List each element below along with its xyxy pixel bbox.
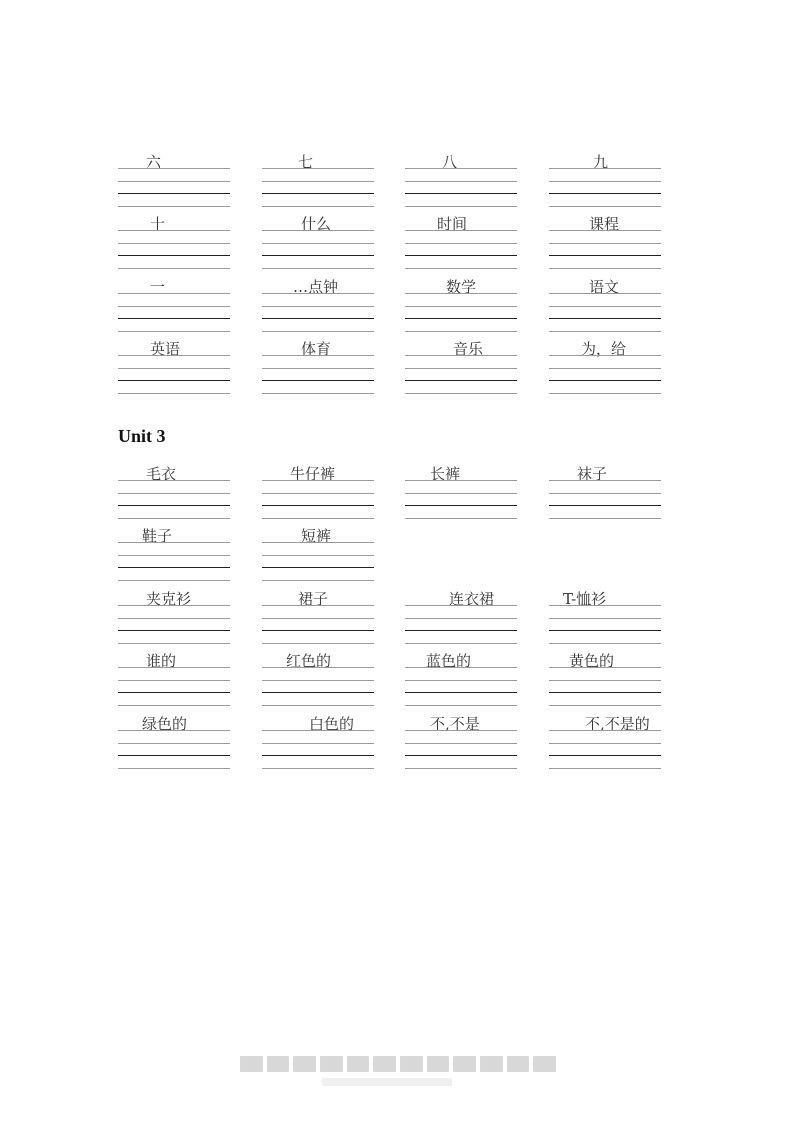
word-label: 绿色的 <box>142 715 188 733</box>
word-label: 英语 <box>150 340 181 358</box>
writing-cell <box>262 280 374 334</box>
writing-cell <box>405 467 517 521</box>
writing-cell <box>405 155 517 209</box>
writing-cell <box>405 717 517 771</box>
word-label: T-恤衫 <box>563 590 607 608</box>
writing-cell <box>549 217 661 271</box>
word-label: 八 <box>442 153 458 171</box>
word-label: 短裤 <box>301 527 332 545</box>
writing-cell <box>549 342 661 396</box>
writing-cell <box>262 717 374 771</box>
writing-cell <box>262 467 374 521</box>
word-label: 不,不是 <box>430 715 480 733</box>
word-label: 课程 <box>589 215 620 233</box>
writing-cell <box>405 342 517 396</box>
writing-cell <box>118 217 230 271</box>
writing-cell <box>118 342 230 396</box>
writing-cell <box>118 717 230 771</box>
writing-cell <box>549 467 661 521</box>
word-label: 袜子 <box>577 465 608 483</box>
writing-cell <box>262 529 374 583</box>
word-label: 音乐 <box>453 340 484 358</box>
writing-cell <box>549 717 661 771</box>
writing-cell <box>549 654 661 708</box>
word-label: 七 <box>298 153 314 171</box>
word-label: 什么 <box>301 215 332 233</box>
writing-cell <box>405 654 517 708</box>
writing-cell <box>118 529 230 583</box>
writing-cell <box>549 155 661 209</box>
word-label: 为，给 <box>581 340 627 358</box>
word-label: 长裤 <box>430 465 461 483</box>
word-label: 一 <box>150 278 166 296</box>
word-label: 黄色的 <box>569 652 615 670</box>
word-label: 连衣裙 <box>449 590 495 608</box>
word-label: 六 <box>146 153 162 171</box>
word-label: 牛仔裤 <box>290 465 336 483</box>
unit-heading: Unit 3 <box>118 426 166 446</box>
word-label: 白色的 <box>309 715 355 733</box>
word-label: 裙子 <box>298 590 329 608</box>
writing-cell <box>549 280 661 334</box>
word-label: 语文 <box>589 278 620 296</box>
word-label: 谁的 <box>146 652 177 670</box>
word-label: 夹克衫 <box>146 590 192 608</box>
blurred-footer <box>240 1056 556 1072</box>
word-label: 数学 <box>446 278 477 296</box>
writing-cell <box>262 217 374 271</box>
writing-cell <box>118 280 230 334</box>
writing-cell <box>118 654 230 708</box>
writing-cell <box>549 592 661 646</box>
word-label: …点钟 <box>293 278 339 296</box>
writing-cell <box>118 592 230 646</box>
writing-cell <box>262 342 374 396</box>
writing-cell <box>118 467 230 521</box>
word-label: 蓝色的 <box>426 652 472 670</box>
word-label: 鞋子 <box>142 527 173 545</box>
word-label: 体育 <box>301 340 332 358</box>
word-label: 十 <box>150 215 166 233</box>
writing-cell <box>405 217 517 271</box>
word-label: 毛衣 <box>146 465 177 483</box>
blurred-footer-subline <box>322 1078 452 1086</box>
word-label: 不,不是的 <box>585 715 650 733</box>
writing-cell <box>118 155 230 209</box>
writing-cell <box>262 592 374 646</box>
word-label: 九 <box>593 153 609 171</box>
writing-cell <box>262 654 374 708</box>
writing-cell <box>405 280 517 334</box>
word-label: 时间 <box>437 215 468 233</box>
word-label: 红色的 <box>286 652 332 670</box>
writing-cell <box>262 155 374 209</box>
writing-cell <box>405 592 517 646</box>
